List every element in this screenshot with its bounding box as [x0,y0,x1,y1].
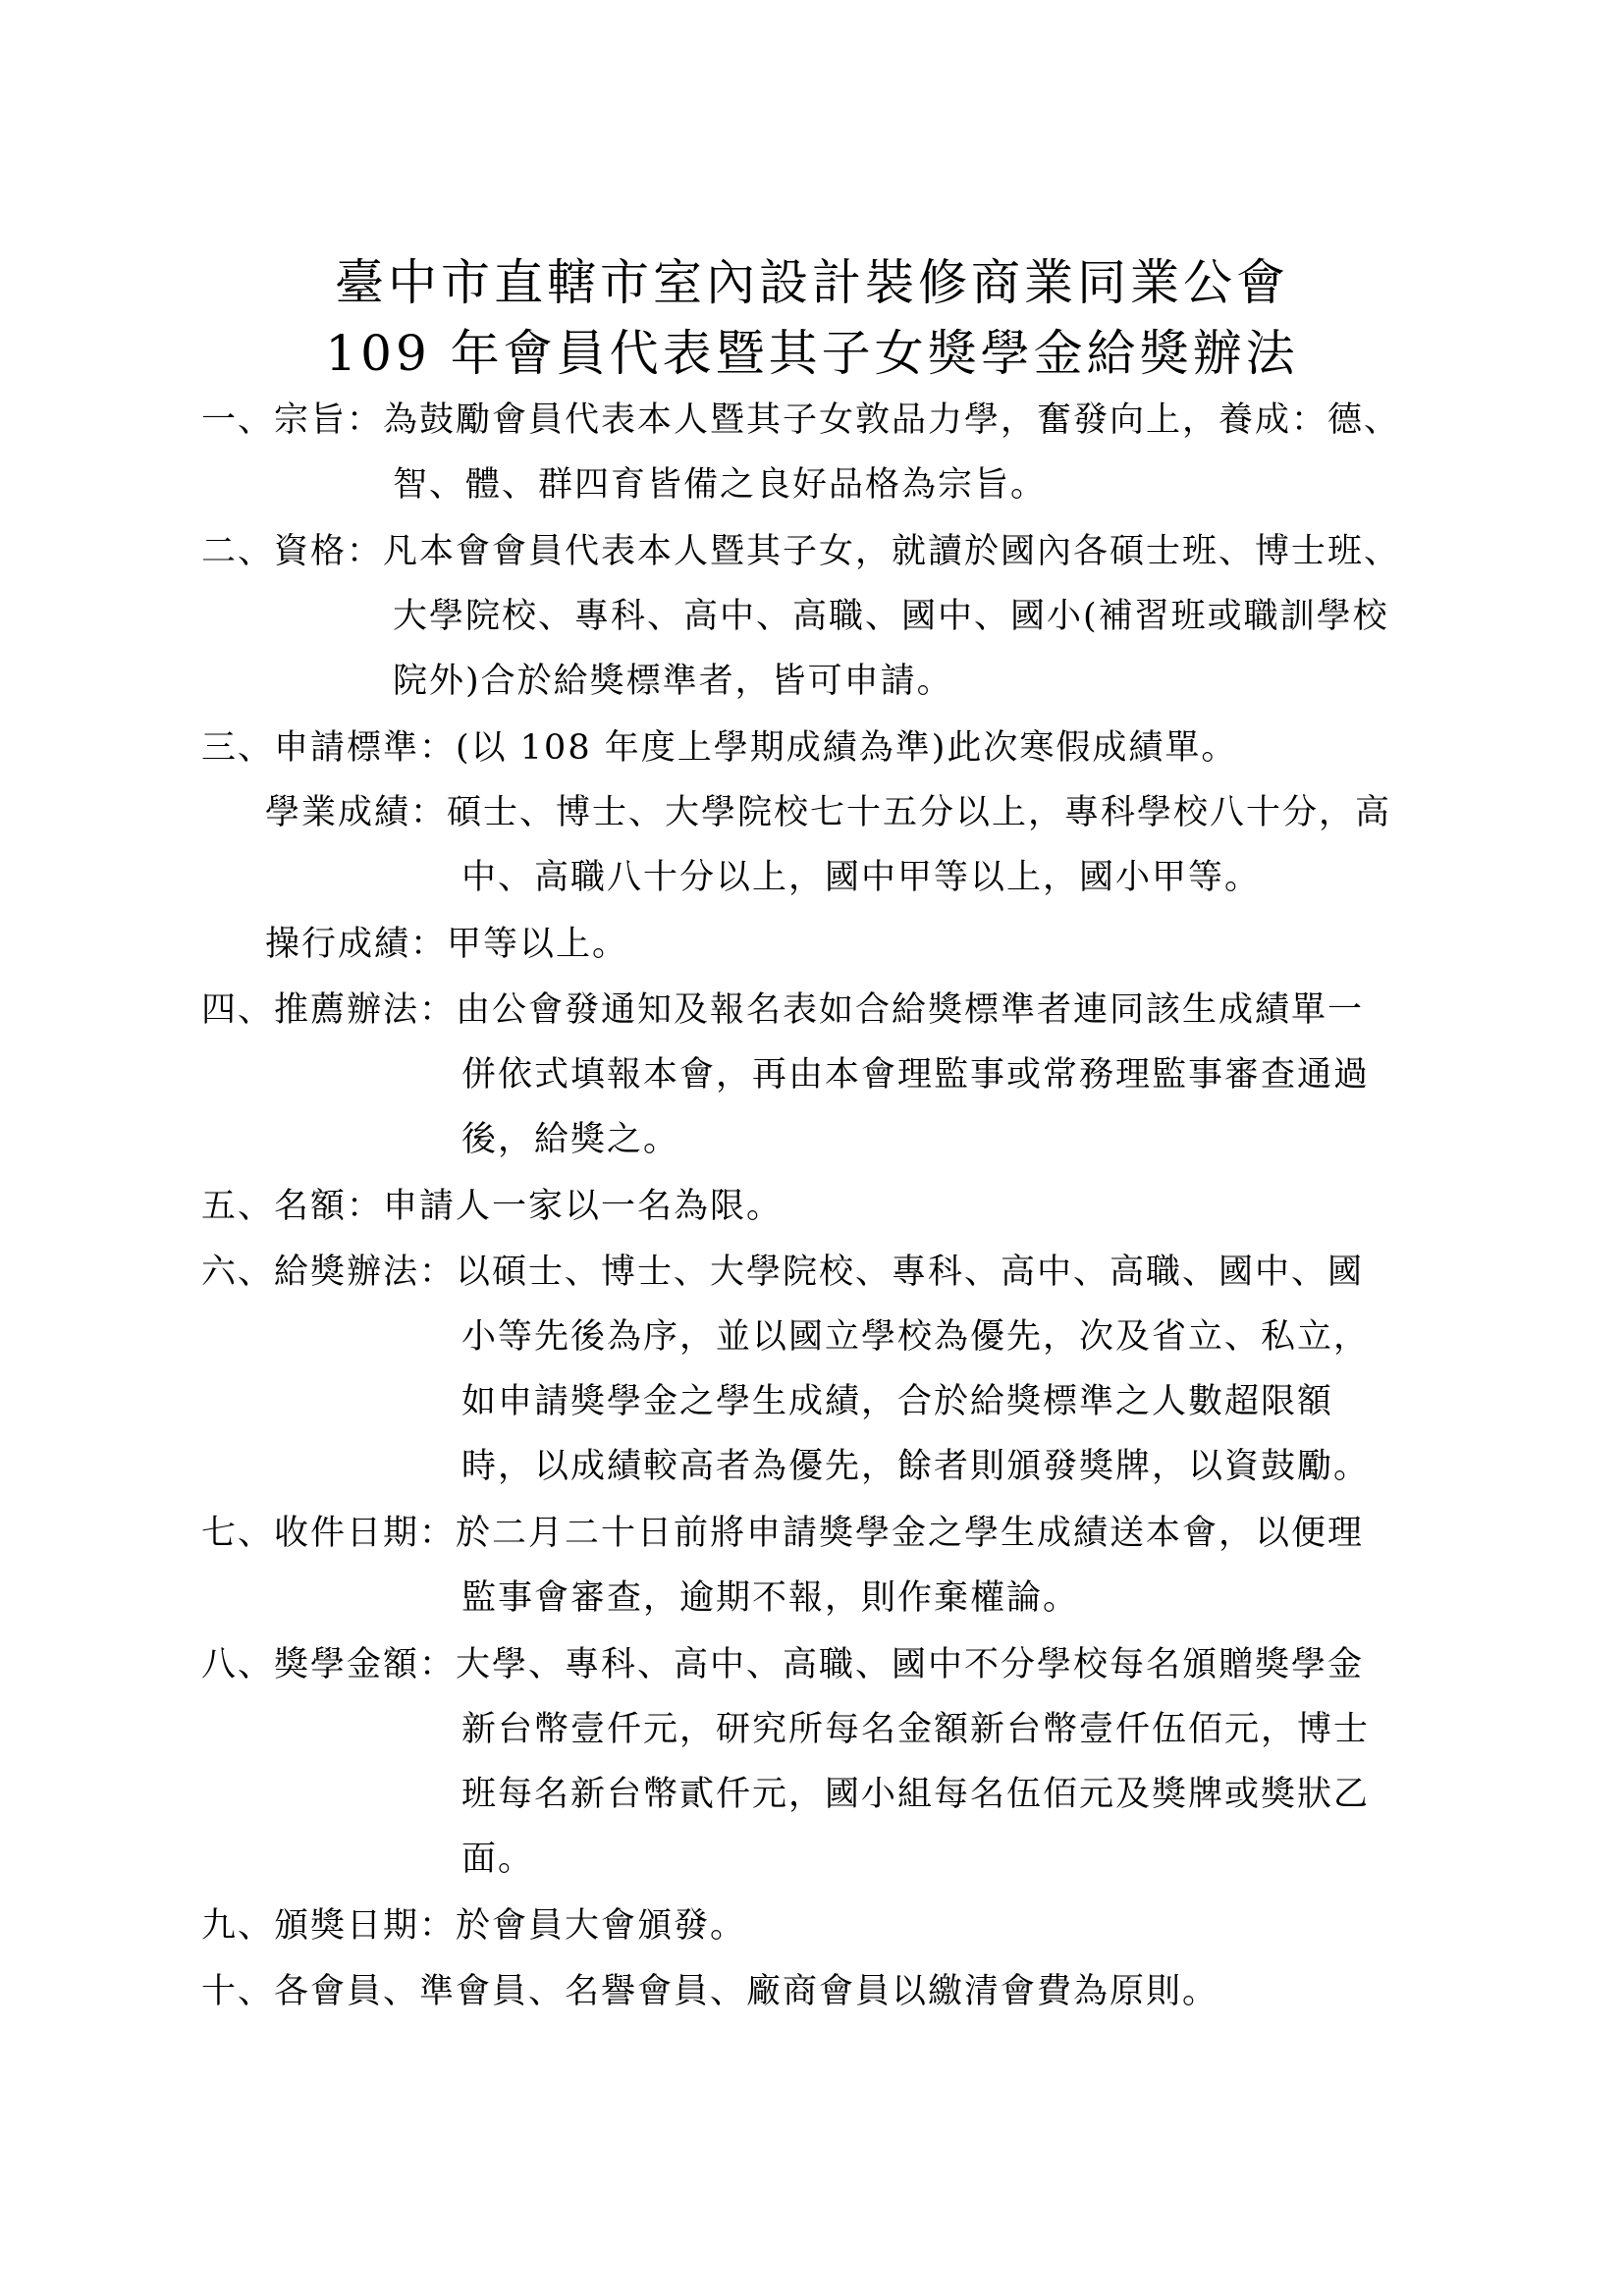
clause-7-line-2: 監事會審查，逾期不報，則作棄權論。 [461,1578,1080,1618]
clause-4-line-2: 併依式填報本會，再由本會理監事或常務理監事審查通過 [461,1055,1371,1095]
clause-8-line-3: 班每名新台幣貳仟元，國小組每名伍佰元及獎牌或獎狀乙 [461,1775,1371,1814]
clause-2-line-3: 院外)合於給獎標準者，皆可申請。 [393,662,953,701]
clause-2-line-1: 二、資格：凡本會會員代表本人暨其子女，就讀於國內各碩士班、博士班、 [201,532,1401,571]
clause-4-line-1: 四、推薦辦法：由公會發通知及報名表如合給獎標準者連同該生成績單一 [201,990,1365,1030]
clause-6-line-4: 時，以成績較高者為優先，餘者則頒發獎牌，以資鼓勵。 [461,1447,1371,1486]
clause-2-line-2: 大學院校、專科、高中、高職、國中、國小(補習班或職訓學校 [393,597,1389,636]
document-title-line-2: 109 年會員代表暨其子女獎學金給獎辦法 [325,325,1299,382]
clause-10-line-1: 十、各會員、準會員、名譽會員、廠商會員以繳清會費為原則。 [201,1972,1219,2011]
clause-3-conduct-line: 操行成績：甲等以上。 [265,925,629,964]
clause-3-line-1: 三、申請標準：(以 108 年度上學期成績為準)此次寒假成績單。 [201,728,1238,768]
clause-8-line-1: 八、獎學金額：大學、專科、高中、高職、國中不分學校每名頒贈獎學金 [201,1645,1365,1684]
clause-4-line-3: 後，給獎之。 [461,1120,680,1159]
clause-6-line-1: 六、給獎辦法：以碩士、博士、大學院校、專科、高中、高職、國中、國 [201,1253,1365,1292]
clause-8-line-4: 面。 [461,1840,535,1879]
clause-3-academic-line-2: 中、高職八十分以上，國中甲等以上，國小甲等。 [461,858,1262,897]
clause-1-line-2: 智、體、群四育皆備之良好品格為宗旨。 [393,465,1048,505]
document-title-line-1: 臺中市直轄市室內設計裝修商業同業公會 [335,254,1289,311]
clause-1-line-1: 一、宗旨：為鼓勵會員代表本人暨其子女敦品力學，奮發向上，養成：德、 [201,400,1401,440]
clause-6-line-2: 小等先後為序，並以國立學校為優先，次及省立、私立， [461,1317,1371,1357]
clause-6-line-3: 如申請獎學金之學生成績，合於給獎標準之人數超限額 [461,1382,1334,1421]
clause-8-line-2: 新台幣壹仟元，研究所每名金額新台幣壹仟伍佰元，博士 [461,1710,1371,1749]
clause-3-academic-line-1: 學業成績：碩士、博士、大學院校七十五分以上，專科學校八十分，高 [265,793,1392,832]
clause-5-line-1: 五、名額：申請人一家以一名為限。 [201,1187,784,1226]
clause-7-line-1: 七、收件日期：於二月二十日前將申請獎學金之學生成績送本會，以便理 [201,1514,1365,1553]
clause-9-line-1: 九、頒獎日期：於會員大會頒發。 [201,1906,747,1946]
